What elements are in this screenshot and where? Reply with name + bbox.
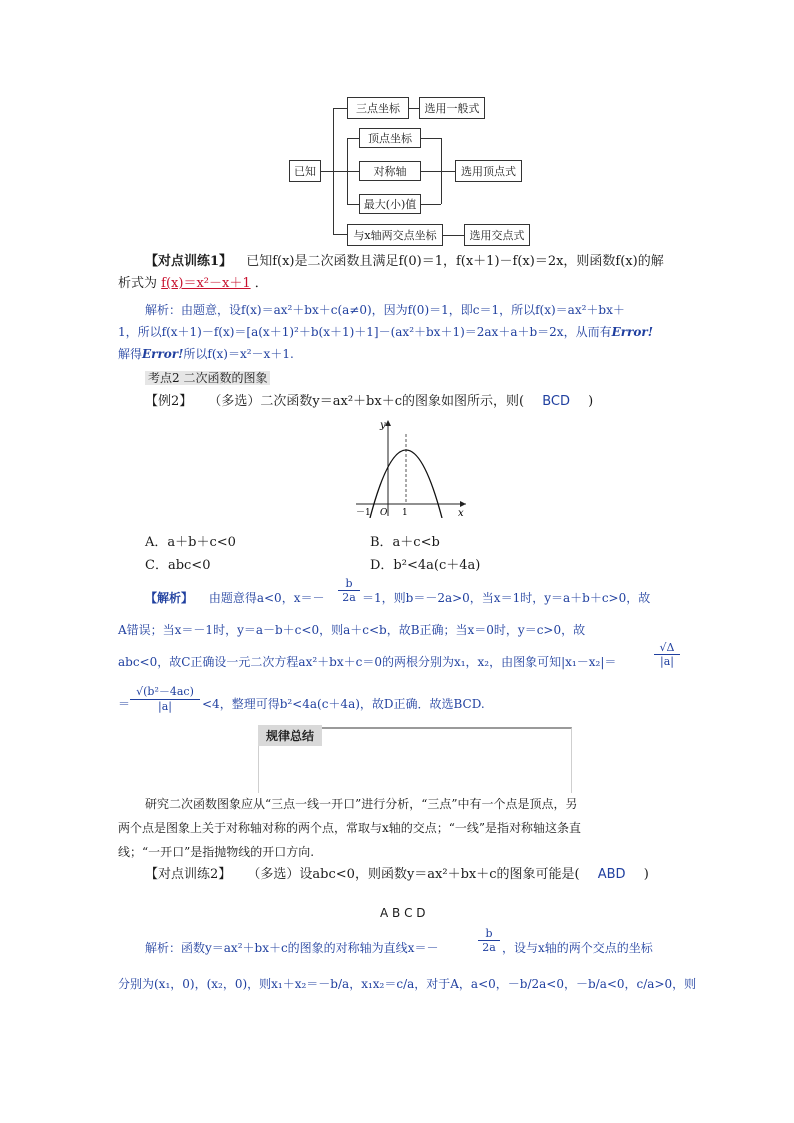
rule-line-1: 研究二次函数图象应从“三点一线一开口”进行分析，“三点”中有一个点是顶点，另 (145, 797, 578, 811)
intercepts-label: 与x轴两交点坐标 (353, 229, 437, 242)
origin-label: O (380, 508, 388, 518)
connector (347, 204, 359, 205)
example2-label: 【例2】 (145, 394, 193, 409)
option-c: C．abc<0 (145, 558, 211, 573)
fraction-denominator: |a| (130, 699, 200, 713)
parabola-graph (352, 416, 468, 518)
fraction-numerator: √(b²－4ac) (136, 685, 194, 698)
option-a: A．a＋b＋c<0 (145, 535, 236, 550)
y-axis-arrow (385, 420, 391, 426)
rule-summary-title: 规律总结 (258, 725, 322, 746)
y-label: y (380, 420, 386, 431)
intercepts-box (347, 224, 443, 246)
vertex-coord-box (359, 128, 421, 148)
solution-text: 解得 (118, 347, 143, 361)
section-heading (145, 368, 270, 388)
rule-line-2: 两个点是图象上关于对称轴对称的两个点，常取与x轴的交点；“一线”是指对称轴这条直 (118, 821, 582, 835)
training2-answer: ABD (597, 867, 626, 882)
connector (421, 138, 441, 139)
solution-text: 1，所以f(x＋1)－f(x)＝[a(x＋1)²＋b(x＋1)＋1]－(ax²＋bx＋1)＝2ax＋a＋b＝2x，从而有 (118, 325, 612, 339)
training1-period: ． (254, 276, 268, 291)
fraction-numerator: b (485, 927, 493, 940)
analysis-label: 【解析】 (145, 591, 194, 605)
training2-solution-2: 分别为(x₁，0)，(x₂，0)，则x₁＋x₂＝－b/a，x₁x₂＝c/a，对于A，a<0，－b/2a<0，－b/a<0，c/a>0，则 (118, 977, 697, 991)
fraction-b-2a (338, 577, 360, 604)
connector (421, 171, 441, 172)
vertex-coord-label: 顶点坐标 (368, 132, 412, 145)
fraction-denominator: |a| (654, 654, 680, 668)
analysis-line-3: abc<0，故C正确设一元二次方程ax²＋bx＋c＝0的两根分别为x₁，x₂，由图象可知|x₁－x₂|＝ (118, 655, 617, 669)
example2-question (145, 392, 593, 412)
training2-text: （多选）设abc<0，则函数y＝ax²＋bx＋c的图象可能是( (247, 867, 580, 882)
analysis-line-1 (145, 588, 324, 608)
section-title: 考点2 二次函数的图象 (145, 371, 270, 385)
general-form-label: 选用一般式 (424, 102, 480, 115)
training1-label: 【对点训练1】 (145, 254, 233, 269)
connector (333, 108, 347, 109)
connector (333, 234, 347, 235)
training1-solution-1: 解析：由题意，设f(x)＝ax²＋bx＋c(a≠0)，因为f(0)＝1，即c＝1，所以f(x)＝ax²＋bx＋ (145, 303, 625, 317)
connector (333, 171, 359, 172)
fraction-denominator: 2a (478, 940, 500, 954)
known-label: 已知 (294, 165, 316, 178)
training2-label: 【对点训练2】 (145, 867, 232, 882)
fraction-discriminant (130, 683, 200, 713)
connector (347, 138, 359, 139)
fraction-numerator: √Δ (659, 641, 675, 654)
training1-solution-3 (118, 344, 294, 364)
example2-text: （多选）二次函数y＝ax²＋bx＋c的图象如图所示，则( (208, 394, 525, 409)
training2-solution-1b: ，设与x轴的两个交点的坐标 (502, 941, 653, 955)
x-label: x (458, 508, 464, 518)
error-text: Error! (142, 347, 184, 361)
connector (421, 204, 441, 205)
analysis-text: ＝ (118, 697, 131, 711)
analysis-line-4: <4，整理可得b²<4a(c＋4a)，故D正确．故选BCD. (202, 697, 485, 711)
intercept-form-label: 选用交点式 (469, 229, 525, 242)
option-b: B．a＋c<b (370, 535, 440, 550)
training1-question (145, 252, 664, 272)
example2-close: ) (588, 394, 594, 409)
max-min-label: 最大(小)值 (363, 198, 417, 211)
vertex-form-label: 选用顶点式 (461, 165, 516, 178)
general-form-box (419, 97, 485, 119)
arrow-line (409, 108, 419, 109)
minus-one-label: －1 (356, 508, 371, 518)
training2-choices: A B C D (380, 906, 426, 920)
analysis-text: 由题意得a<0，x＝－ (208, 591, 325, 605)
training1-text: 已知f(x)是二次函数且满足f(0)＝1，f(x＋1)－f(x)＝2x，则函数f(x)的解 (246, 254, 664, 269)
fraction-delta (654, 641, 680, 668)
training1-answer-line (118, 274, 268, 294)
training1-text-b: 析式为 (118, 276, 158, 291)
three-points-box (347, 97, 409, 119)
fraction-numerator: b (345, 577, 353, 590)
one-label: 1 (402, 508, 408, 518)
three-points-label: 三点坐标 (356, 102, 400, 115)
fraction-b-2a (478, 927, 500, 954)
max-min-box (359, 194, 421, 214)
connector (321, 171, 333, 172)
analysis-line-2: A错误；当x＝－1时，y＝a－b＋c<0，则a＋c<b，故B正确；当x＝0时，y＝c>0，故 (118, 623, 586, 637)
vertex-form-box (455, 160, 522, 182)
training1-answer: f(x)＝x²－x＋1 (161, 276, 251, 291)
axis-label: 对称轴 (373, 165, 407, 178)
training2-close: ) (643, 867, 649, 882)
training1-solution-2 (118, 322, 653, 342)
training2-solution-1: 解析：函数y＝ax²＋bx＋c的图象的对称轴为直线x＝－ (145, 941, 439, 955)
known-box (289, 160, 321, 182)
rule-line-3: 线；“一开口”是指抛物线的开口方向. (118, 845, 315, 859)
training2-question (145, 865, 649, 885)
option-d: D．b²<4a(c＋4a) (370, 558, 481, 573)
solution-text: 所以f(x)＝x²－x＋1. (183, 347, 294, 361)
intercept-form-box (464, 224, 530, 246)
fraction-denominator: 2a (338, 590, 360, 604)
example2-answer: BCD (542, 394, 570, 409)
arrow-line (443, 235, 464, 236)
arrow-line (441, 171, 455, 172)
analysis-text: ＝1，则b＝－2a>0，当x＝1时，y＝a＋b＋c>0，故 (362, 591, 651, 605)
x-axis-arrow (460, 501, 466, 507)
error-text: Error! (611, 325, 653, 339)
axis-box (359, 161, 421, 181)
